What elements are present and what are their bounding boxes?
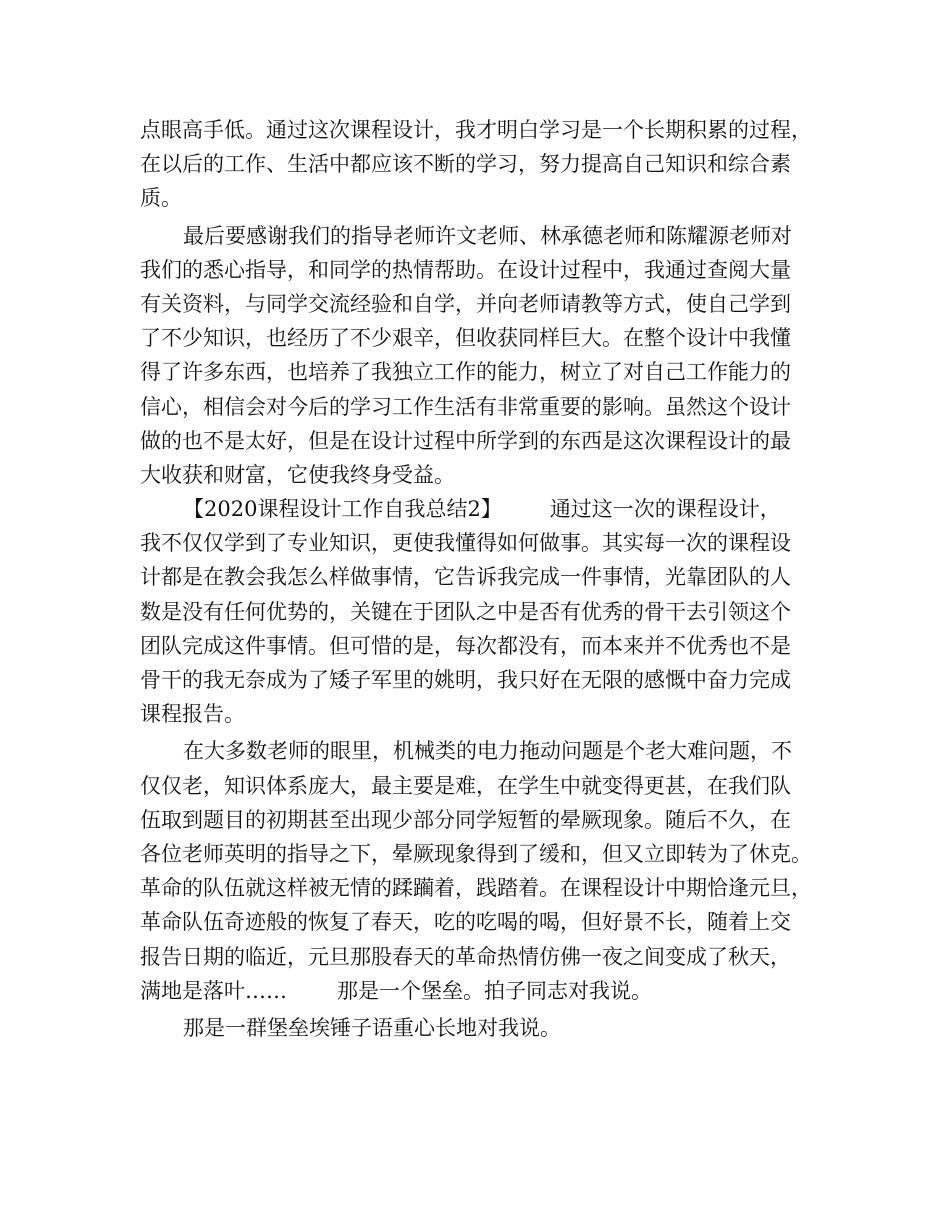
paragraph-start: 那是一群堡垒埃锤子语重心长地对我说。 [183,1015,561,1040]
text-line: 仅仅老，知识体系庞大，最主要是难，在学生中就变得更甚，在我们队 [140,773,791,798]
text-line: 我不仅仅学到了专业知识，更使我懂得如何做事。其实每一次的课程设 [140,531,791,556]
text-line: 各位老师英明的指导之下，晕厥现象得到了缓和，但又立即转为了休克。 [140,841,812,866]
text-fragment: 那是一个堡垒。拍子同志对我说。 [337,978,652,1003]
paragraph-start: 在大多数老师的眼里，机械类的电力拖动问题是个老大难问题，不 [183,739,792,764]
text-line: 伍取到题目的初期甚至出现少部分同学短暂的晕厥现象。随后不久，在 [140,807,791,832]
text-line: 革命的队伍就这样被无情的蹂躏着，践踏着。在课程设计中期恰逢元旦， [140,876,812,901]
text-fragment: 满地是落叶…… [140,978,287,1003]
text-line: 我们的悉心指导，和同学的热情帮助。在设计过程中，我通过查阅大量 [140,257,791,282]
text-line-combined [140,974,830,1008]
text-line: 骨干的我无奈成为了矮子军里的姚明，我只好在无限的感慨中奋力完成 [140,668,791,692]
text-line: 质。 [140,186,182,211]
text-line: 了不少知识，也经历了不少艰辛，但收获同样巨大。在整个设计中我懂 [140,326,791,351]
text-line: 计都是在教会我怎么样做事情，它告诉我完成一件事情，光靠团队的人 [140,565,791,590]
text-line: 在以后的工作、生活中都应该不断的学习，努力提高自己知识和综合素 [140,152,791,177]
paragraph-start: 最后要感谢我们的指导老师许文老师、林承德老师和陈耀源老师对 [183,223,792,248]
text-line: 数是没有任何优势的，关键在于团队之中是否有优秀的骨干去引领这个 [140,599,791,624]
text-line: 有关资料，与同学交流经验和自学，并向老师请教等方式，使自己学到 [140,291,791,316]
text-line: 信心，相信会对今后的学习工作生活有非常重要的影响。虽然这个设计 [140,394,791,419]
text-line: 报告日期的临近，元旦那股春天的革命热情仿佛一夜之间变成了秋天， [140,944,791,969]
text-line: 大收获和财富，它使我终身受益。 [140,462,455,487]
paragraph-start: 通过这一次的课程设计， [549,497,781,522]
section-heading-line [140,492,830,526]
text-line: 点眼高手低。通过这次课程设计，我才明白学习是一个长期积累的过程， [140,118,812,142]
text-line: 革命队伍奇迹般的恢复了春天，吃的吃喝的喝，但好景不长，随着上交 [140,910,791,935]
text-line: 团队完成这件事情。但可惜的是，每次都没有，而本来并不优秀也不是 [140,633,791,658]
section-heading: 【2020课程设计工作自我总结2】 [183,497,502,522]
document-body [140,113,830,1045]
text-line: 做的也不是太好，但是在设计过程中所学到的东西是这次课程设计的最 [140,428,791,453]
text-line: 课程报告。 [140,702,245,727]
text-line: 得了许多东西，也培养了我独立工作的能力，树立了对自己工作能力的 [140,360,791,385]
